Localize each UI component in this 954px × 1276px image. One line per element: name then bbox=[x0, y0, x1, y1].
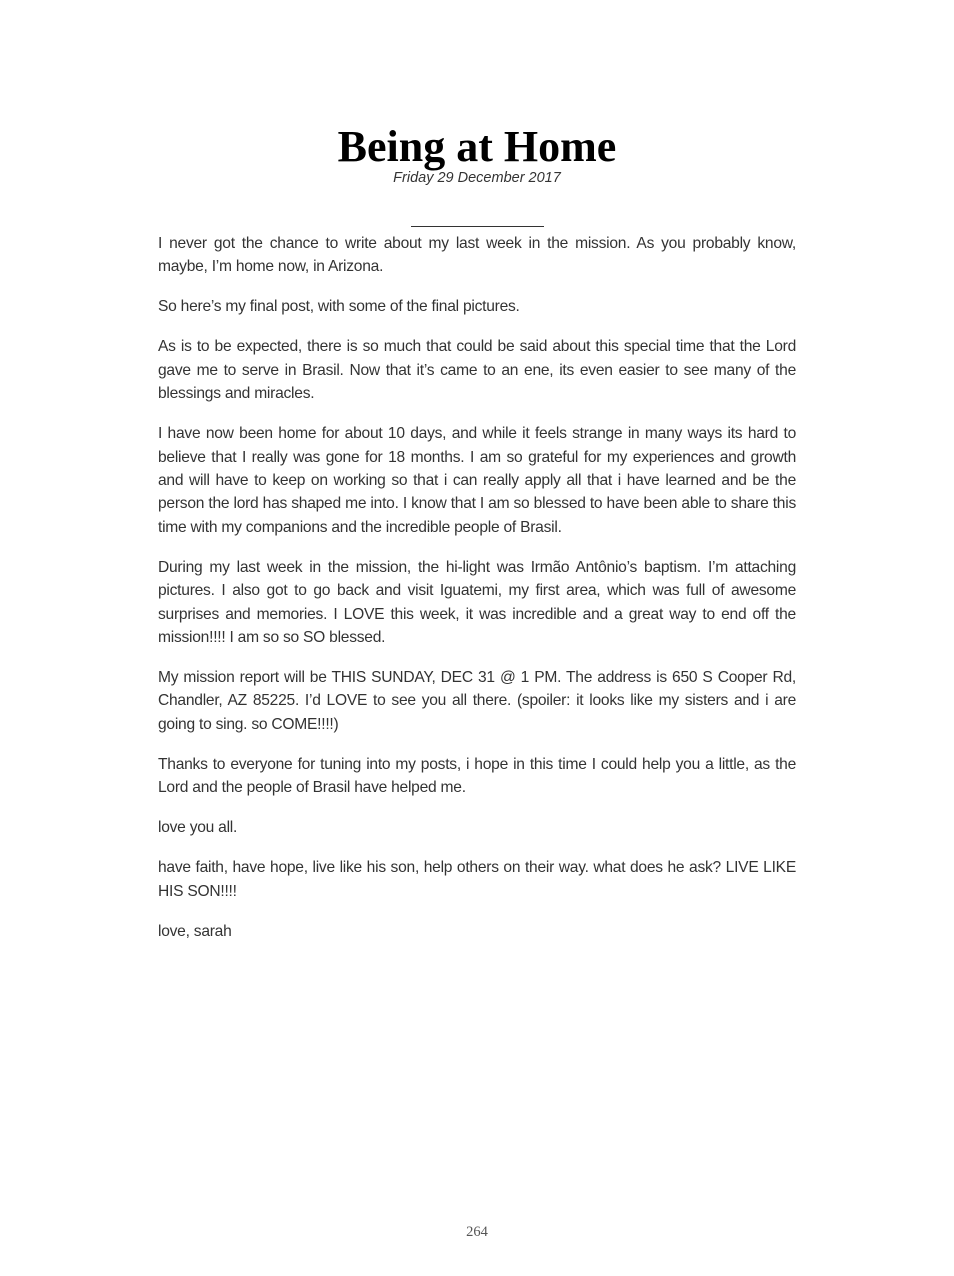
paragraph: I never got the chance to write about my last week in the mission. As you probably know, maybe, I’m home now, in Arizona. bbox=[158, 235, 796, 276]
signature-line: love, sarah bbox=[158, 922, 232, 940]
post-body bbox=[158, 232, 796, 960]
page-number: 264 bbox=[466, 1224, 488, 1240]
post-title: Being at Home bbox=[337, 122, 617, 171]
paragraph: I have now been home for about 10 days, and while it feels strange in many ways its hard to believe that I really was gone for 18 months. I am so grateful for my experiences and growth and will have to keep on working so that i can really apply all that i have learned and be the person the lord has shaped me into. I know that I am so blessed to have been able to share this time with my companions and the incredible people of Brasil. bbox=[158, 425, 796, 536]
paragraph: love you all. bbox=[158, 819, 238, 837]
post-date: Friday 29 December 2017 bbox=[393, 170, 561, 186]
paragraph: Thanks to everyone for tuning into my posts, i hope in this time I could help you a little, as the Lord and the people of Brasil have helped me. bbox=[158, 755, 796, 797]
paragraph: During my last week in the mission, the hi-light was Irmão Antônio’s baptism. I’m attaching pictures. I also got to go back and visit Iguatemi, my first area, which was full of awesome surprises and memories. I LOVE this week, it was incredible and a great way to end off the mission!!!! I am so so SO blessed. bbox=[158, 558, 796, 647]
paragraph: As is to be expected, there is so much that could be said about this special time that the Lord gave me to serve in Brasil. Now that it’s came to an ene, its even easier to see many of the blessings and miracles. bbox=[158, 338, 796, 403]
paragraph: My mission report will be THIS SUNDAY, DEC 31 @ 1 PM. The address is 650 S Cooper Rd, Chandler, AZ 85225. I’d LOVE to see you all there. (spoiler: it looks like my sisters and i are going to sing. so COME!!!!) bbox=[158, 669, 796, 733]
title-divider bbox=[411, 226, 544, 227]
paragraph: So here’s my final post, with some of the final pictures. bbox=[158, 298, 520, 316]
paragraph: have faith, have hope, live like his son, help others on their way. what does he ask? LIVE LIKE HIS SON!!!! bbox=[158, 859, 796, 900]
